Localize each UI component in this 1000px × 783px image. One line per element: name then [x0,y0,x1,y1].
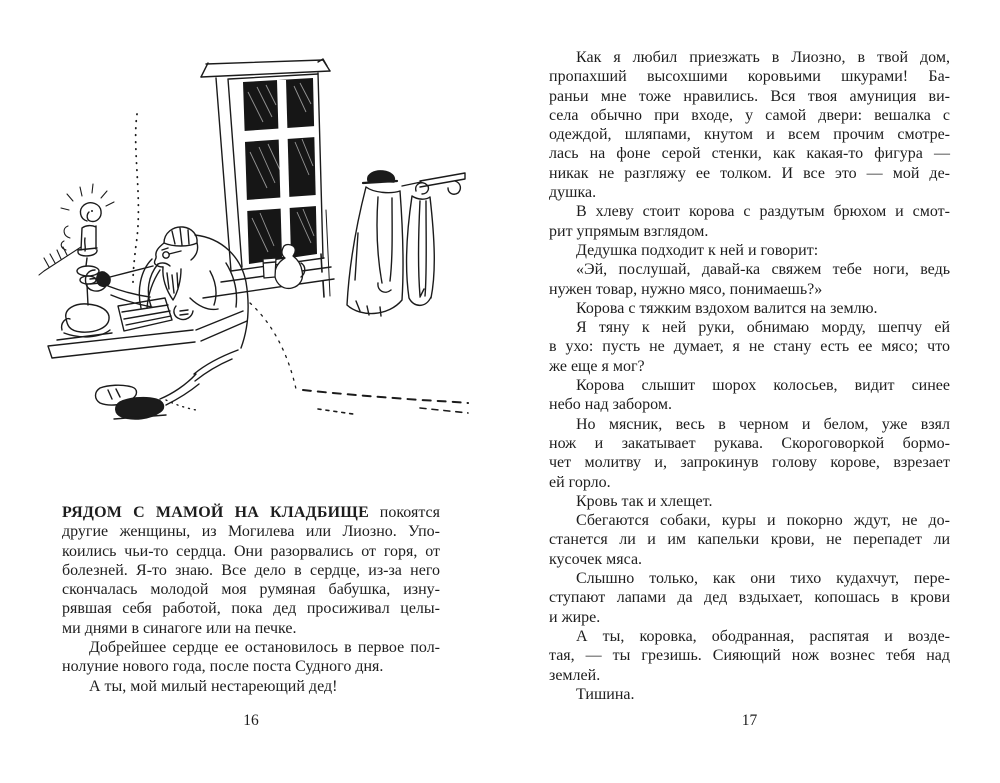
text-line: рявшая себя работой, пока дед просиживал целы- [62,600,440,618]
section-heading: РЯДОМ С МАМОЙ НА КЛАДБИЩЕ [62,504,369,521]
page-number-right: 17 [741,712,758,729]
text-line: кусочек мяса. [549,550,643,568]
text-line: тая, — ты грезишь. Сияющий нож вознес тебя над [549,647,950,665]
text-line: чет молитву и, запрокинув голову корове, взрезает [549,454,950,472]
text-line: скончалась молодой моя румяная бабушка, изну- [62,581,440,599]
text-line: душка. [549,184,597,202]
text-line: никак не разгляжу ее толком. И все это — мой де- [549,164,950,182]
text-line: лась на фоне серой стенки, как какая-то фигура — [549,145,950,163]
page-number-left: 16 [243,712,259,729]
text-line: Корова слышит шорох колосьев, видит синее [576,377,950,395]
text-line: коились чьи-то сердца. Они разорвались от горя, от [62,542,440,560]
text-line: Сбегаются собаки, куры и покорно ждут, не до- [576,512,950,530]
text-line: «Эй, послушай, давай-ка свяжем тебе ноги, ведь [576,261,950,279]
text-line: А ты, коровка, ободранная, распятая и возде- [576,627,950,645]
text-line: РЯДОМ С МАМОЙ НА КЛАДБИЩЕ покоятся [62,504,441,521]
text-line: нож и закатывает рукава. Скороговоркой бормо- [549,434,950,452]
text-line: землей. [549,666,601,684]
quill-drawing [39,247,81,275]
text-line: станется ли и им капельки крови, не перепадет ли [549,531,950,549]
text-line: В хлеву стоит корова с раздутым брюхом и смот- [576,203,950,221]
text-line: Корова с тяжким вздохом валится на землю. [576,299,878,317]
text-line: болезней. Я-то знаю. Все дело в сердце, из-за него [62,561,440,579]
text-line: нолуние нового года, после поста Судного дня. [62,658,384,676]
text-line: Но мясник, весь в черном и белом, уже взял [576,415,950,433]
window-panes [243,78,317,264]
text-line: другие женщины, из Могилева или Лиозно. Упо- [62,523,440,541]
table-drawing [48,311,247,358]
text-line: Как я любил приезжать в Лиозно, в твой дом, [576,49,950,66]
text-line: небо над забором. [549,396,672,414]
text-line: Добрейшее сердце ее остановилось в первое пол- [89,639,440,657]
text-line: рит упрямым взглядом. [549,222,709,240]
text-line: Кровь так и хлещет. [576,492,713,510]
coat-rack-drawing [347,171,465,316]
text-line: раньи мне тоже нравились. Вся твоя амуниция ви- [549,87,950,105]
text-line: Дедушка подходит к ней и говорит: [576,241,819,259]
candlestick-drawing [61,184,114,337]
text-line: Я тяну к ней руки, обнимаю морду, шепчу ей [576,319,950,337]
right-page-text-column [549,48,950,704]
text-line: ступают лапами да дед вздыхает, копошась в крови [549,589,950,607]
illustration-grandfather-at-table [0,0,500,450]
text-line: А ты, мой милый нестареющий дед! [89,677,338,695]
text-line: Тишина. [576,685,635,703]
text-line: же еще я мог? [549,357,645,375]
text-line: одеждой, шляпами, кнутом и всем прочим смотре- [549,126,950,144]
text-line: ей горло. [549,473,611,491]
left-page-text-column [62,503,440,696]
floor-shading [303,390,468,414]
text-line: села обычно при входе, у самой двери: вешалка с [549,106,950,124]
text-line: в ухо: пусть не думает, я не стану есть ее мясо; что [549,338,950,356]
text-line: Слышно только, как они тихо кудахчут, пере- [576,570,950,588]
text-line: ми днями в синагоге или на печке. [62,619,297,637]
text-line: пропахший высохшими коровьими шкурами! Ба- [549,68,950,86]
text-line: нужен товар, нужно мясо, понимаешь?» [549,280,823,298]
text-line: и жире. [549,608,601,626]
